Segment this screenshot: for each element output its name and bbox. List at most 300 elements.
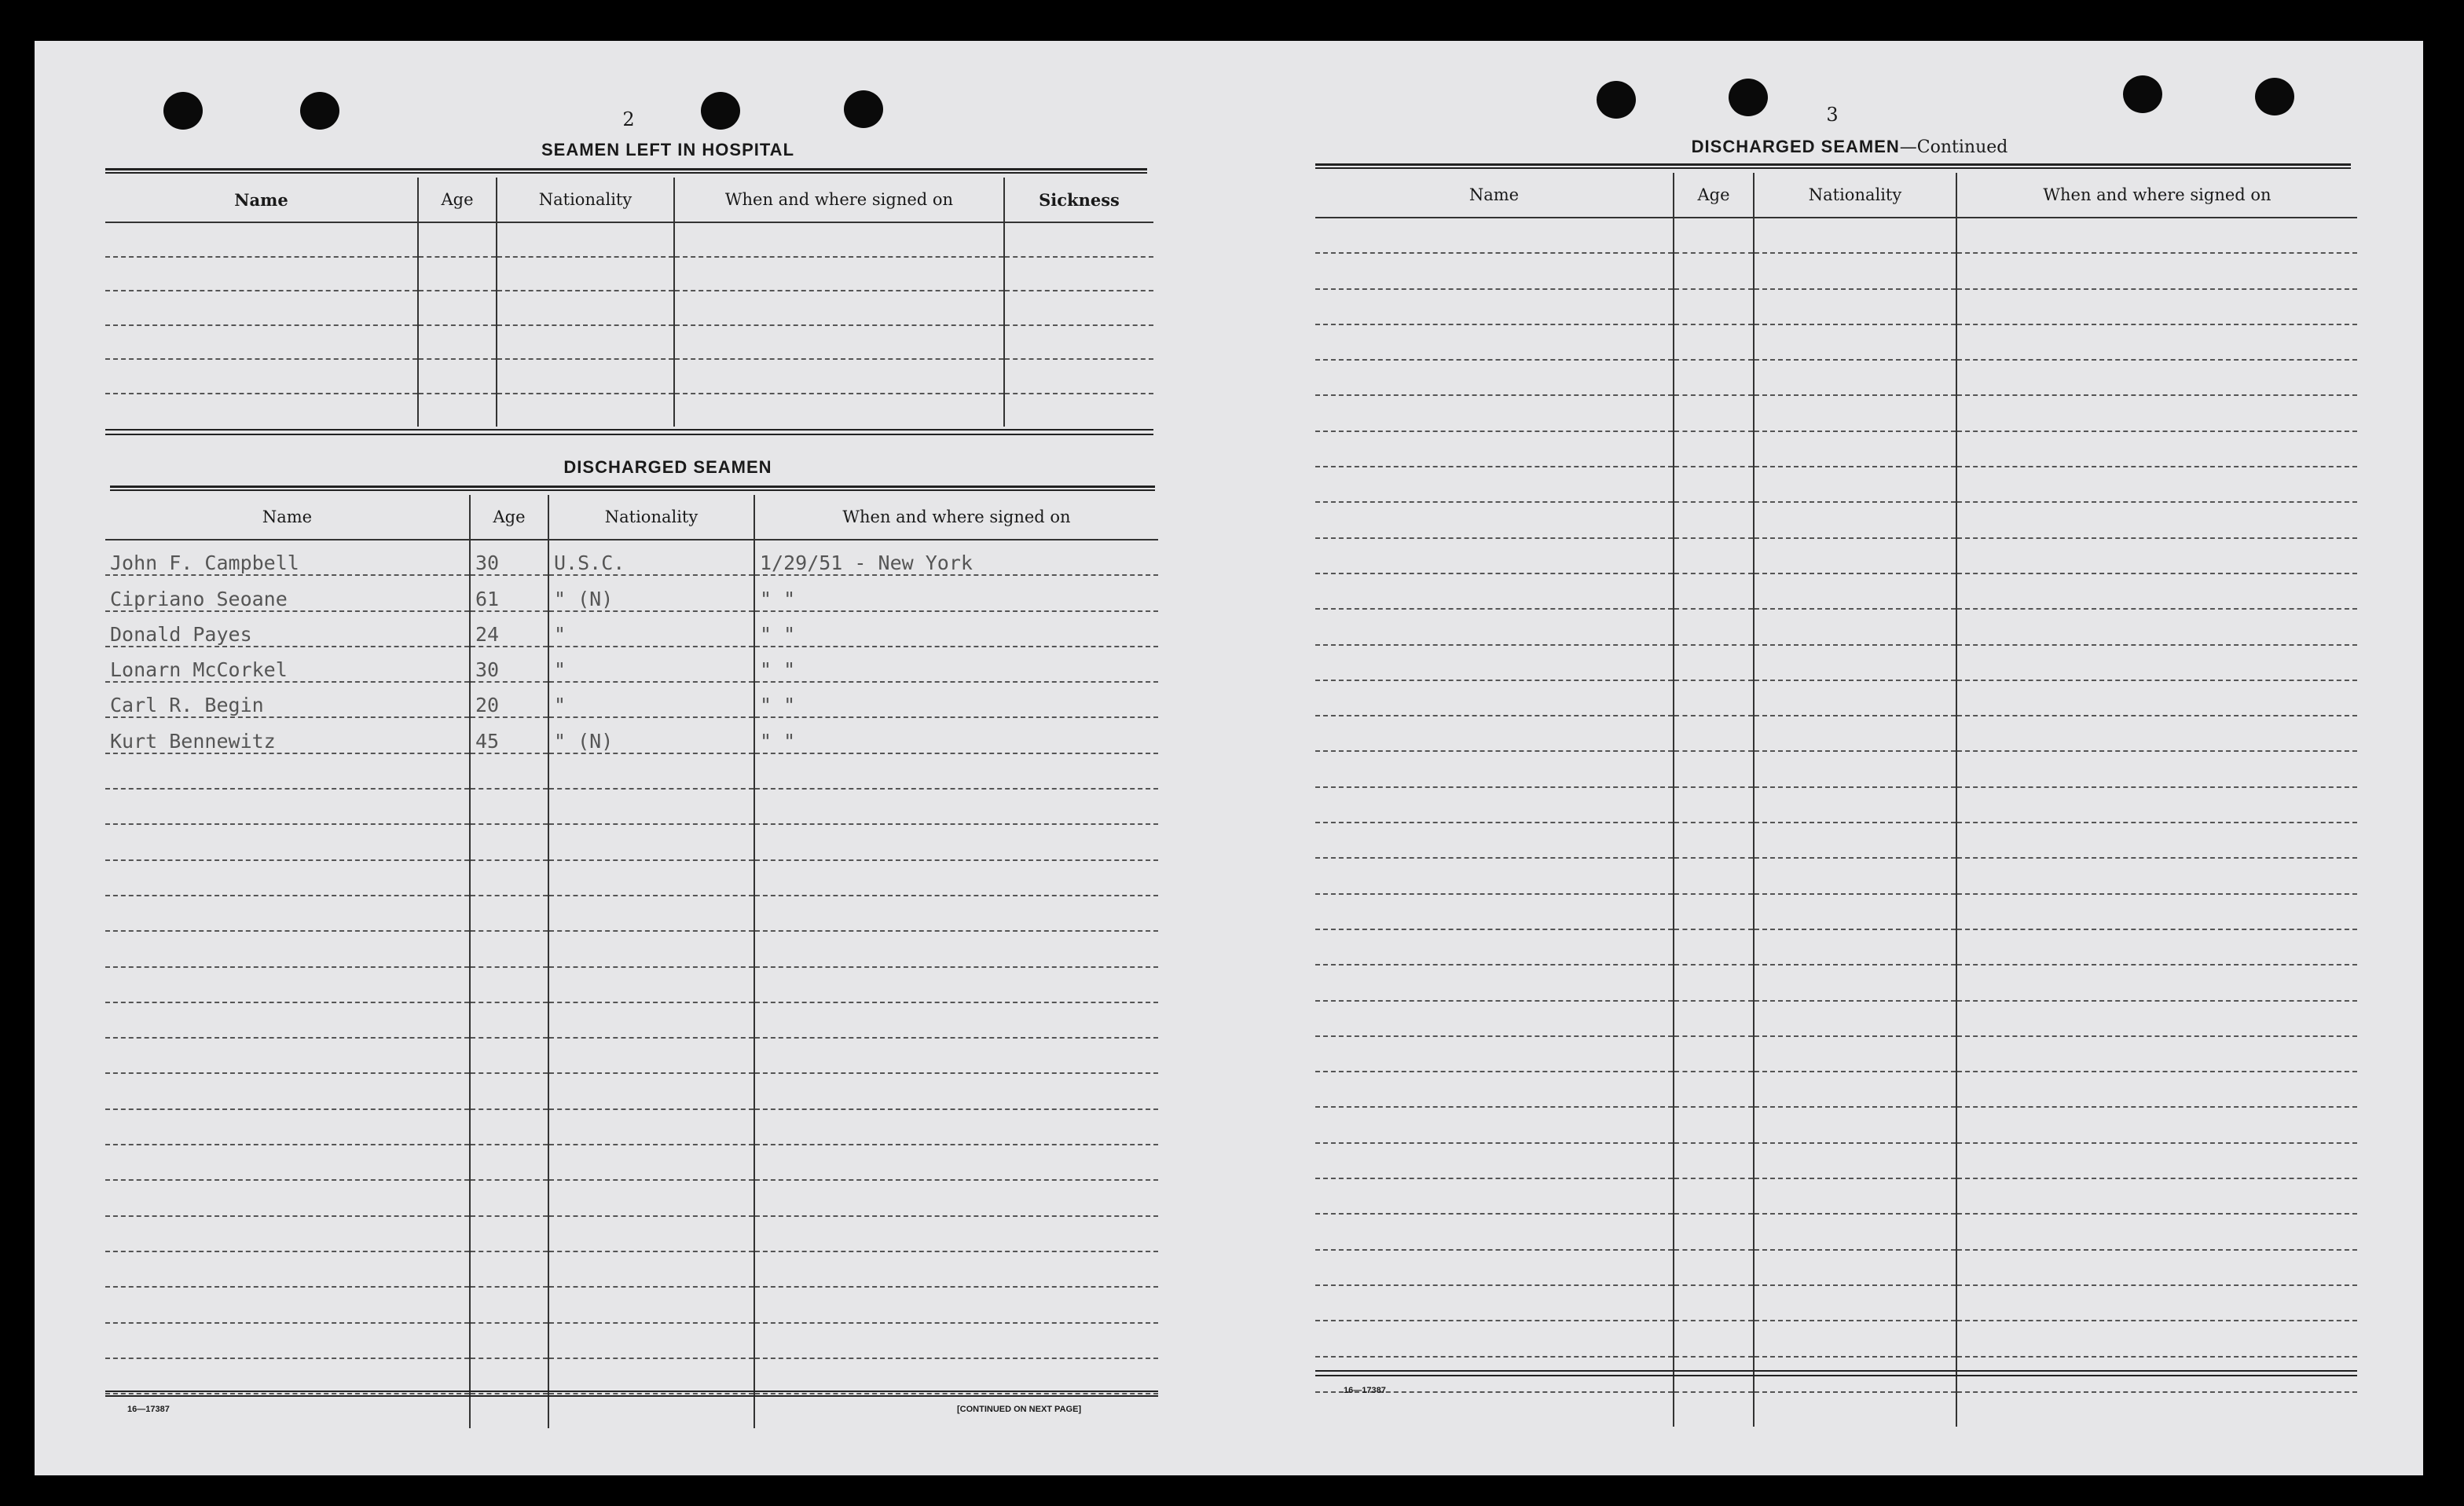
table-cell: Cipriano Seoane xyxy=(105,575,470,610)
continued-note: [CONTINUED ON NEXT PAGE] xyxy=(957,1405,1082,1414)
table-cell xyxy=(1956,751,2357,786)
table-cell xyxy=(105,931,470,966)
punch-hole xyxy=(844,90,883,128)
table-cell xyxy=(1004,291,1153,325)
table-row xyxy=(105,753,1158,789)
table-cell xyxy=(1674,1392,1754,1427)
table-cell xyxy=(105,896,470,931)
table-cell xyxy=(548,931,754,966)
table-cell xyxy=(1754,467,1956,502)
table-cell xyxy=(1956,609,2357,644)
col-header-nationality: Nationality xyxy=(1754,173,1956,218)
table-cell xyxy=(1754,538,1956,573)
table-cell xyxy=(105,1216,470,1251)
table-cell xyxy=(1674,360,1754,395)
col-header-nationality: Nationality xyxy=(548,495,754,540)
table-row xyxy=(105,1358,1158,1394)
table-cell xyxy=(1315,253,1674,288)
table-row xyxy=(1315,395,2357,431)
table-cell xyxy=(1754,1001,1956,1036)
table-cell xyxy=(1674,1321,1754,1356)
col-header-sickness: Sickness xyxy=(1004,178,1153,222)
table-row xyxy=(105,222,1153,257)
table-cell xyxy=(1315,1143,1674,1178)
table-cell xyxy=(1674,894,1754,929)
table-row xyxy=(105,860,1158,896)
table-cell: " xyxy=(548,682,754,717)
table-cell xyxy=(1315,609,1674,644)
form-code-left: 16—17387 xyxy=(127,1405,170,1414)
table-cell xyxy=(1674,1107,1754,1142)
table-cell xyxy=(1754,1250,1956,1285)
discharged-table xyxy=(105,495,1158,1428)
table-cell xyxy=(1754,1072,1956,1107)
table-cell xyxy=(1754,360,1956,395)
table-cell: 30 xyxy=(470,540,548,575)
table-cell xyxy=(1315,716,1674,751)
title-main: DISCHARGED SEAMEN xyxy=(1691,137,1900,156)
table-cell xyxy=(1754,716,1956,751)
table-row xyxy=(105,359,1153,394)
table-cell xyxy=(1754,1107,1956,1142)
table-cell xyxy=(1956,823,2357,858)
table-cell xyxy=(674,394,1004,427)
table-cell xyxy=(1315,360,1674,395)
table-cell xyxy=(418,359,497,394)
table-cell xyxy=(674,257,1004,291)
table-cell xyxy=(1315,1001,1674,1036)
table-cell xyxy=(105,1002,470,1038)
table-cell xyxy=(418,291,497,325)
table-cell xyxy=(470,1394,548,1428)
table-row xyxy=(105,967,1158,1002)
table-row xyxy=(105,394,1153,427)
table-cell: " (N) xyxy=(548,575,754,610)
table-cell xyxy=(105,222,418,257)
divider xyxy=(1315,163,2351,169)
table-row xyxy=(1315,431,2357,467)
table-row xyxy=(105,1216,1158,1251)
table-cell xyxy=(470,1109,548,1145)
table-cell xyxy=(105,824,470,859)
table-cell xyxy=(754,967,1158,1002)
table-cell xyxy=(497,222,674,257)
table-cell xyxy=(1004,222,1153,257)
table-row xyxy=(1315,1001,2357,1036)
table-cell xyxy=(754,1002,1158,1038)
table-cell xyxy=(1315,751,1674,786)
table-cell: 1/29/51 - New York xyxy=(754,540,1158,575)
table-cell xyxy=(1674,289,1754,324)
discharged-continued-title xyxy=(1315,137,2384,157)
table-row xyxy=(1315,716,2357,751)
table-cell xyxy=(1674,929,1754,965)
table-cell xyxy=(1956,253,2357,288)
table-row xyxy=(105,325,1153,360)
table-cell xyxy=(548,1002,754,1038)
table-cell xyxy=(1315,645,1674,680)
table-cell xyxy=(1315,467,1674,502)
table-cell xyxy=(105,1287,470,1322)
table-cell xyxy=(105,1109,470,1145)
table-cell xyxy=(754,896,1158,931)
table-row xyxy=(1315,894,2357,929)
table-cell xyxy=(548,1145,754,1180)
table-row xyxy=(105,896,1158,931)
table-row xyxy=(1315,1392,2357,1427)
table-cell xyxy=(1754,645,1956,680)
page-number-left: 2 xyxy=(622,108,635,130)
table-cell xyxy=(1956,965,2357,1000)
table-cell xyxy=(1754,965,1956,1000)
table-cell xyxy=(418,257,497,291)
table-cell xyxy=(497,291,674,325)
table-cell xyxy=(1674,1072,1754,1107)
table-cell xyxy=(470,967,548,1002)
table-cell xyxy=(105,1323,470,1358)
table-cell xyxy=(754,860,1158,896)
table-cell xyxy=(548,1323,754,1358)
table-cell xyxy=(1754,218,1956,253)
table-cell: Donald Payes xyxy=(105,611,470,647)
table-cell xyxy=(1754,395,1956,431)
table-cell xyxy=(548,789,754,824)
table-cell xyxy=(548,1358,754,1394)
table-row xyxy=(1315,538,2357,573)
col-header-age: Age xyxy=(1674,173,1754,218)
table-cell xyxy=(1315,324,1674,360)
table-cell xyxy=(1315,1392,1674,1427)
table-cell xyxy=(1956,1072,2357,1107)
punch-hole xyxy=(2255,78,2294,115)
table-cell xyxy=(1956,858,2357,893)
table-cell xyxy=(1754,751,1956,786)
table-cell xyxy=(1956,1036,2357,1072)
table-cell xyxy=(1956,1001,2357,1036)
table-cell xyxy=(1956,1143,2357,1178)
table-cell xyxy=(105,1251,470,1287)
table-cell xyxy=(1956,645,2357,680)
form-code-right: 16—17387 xyxy=(1344,1386,1386,1395)
table-cell xyxy=(105,860,470,896)
table-cell xyxy=(1956,431,2357,467)
table-cell xyxy=(1315,395,1674,431)
table-cell xyxy=(1315,680,1674,716)
table-cell xyxy=(754,1216,1158,1251)
table-cell xyxy=(1674,431,1754,467)
table-cell xyxy=(418,222,497,257)
table-cell xyxy=(1315,965,1674,1000)
table-row xyxy=(1315,1107,2357,1142)
ledger-sheet xyxy=(35,41,2423,1475)
table-cell xyxy=(497,359,674,394)
table-cell xyxy=(1315,823,1674,858)
table-row xyxy=(1315,609,2357,644)
table-cell xyxy=(1674,324,1754,360)
table-cell xyxy=(105,753,470,789)
table-cell xyxy=(754,1394,1158,1428)
table-cell xyxy=(1754,289,1956,324)
table-row xyxy=(105,789,1158,824)
table-cell xyxy=(548,1287,754,1322)
table-row xyxy=(105,540,1158,575)
table-cell xyxy=(1315,787,1674,823)
table-cell xyxy=(1674,858,1754,893)
table-cell xyxy=(1315,894,1674,929)
table-row xyxy=(1315,1285,2357,1321)
table-cell xyxy=(1674,502,1754,537)
table-row xyxy=(105,291,1153,325)
punch-hole xyxy=(300,92,339,130)
table-row xyxy=(1315,823,2357,858)
table-cell xyxy=(105,394,418,427)
table-cell xyxy=(470,1073,548,1108)
table-cell xyxy=(1674,680,1754,716)
table-cell xyxy=(470,1251,548,1287)
table-cell xyxy=(1004,325,1153,360)
table-cell: 24 xyxy=(470,611,548,647)
table-cell xyxy=(1674,253,1754,288)
divider xyxy=(105,1391,1158,1397)
table-cell xyxy=(418,394,497,427)
table-row xyxy=(1315,1250,2357,1285)
divider xyxy=(1315,1370,2357,1376)
table-cell xyxy=(548,860,754,896)
table-cell xyxy=(1956,573,2357,609)
col-header-age: Age xyxy=(418,178,497,222)
table-cell xyxy=(1004,394,1153,427)
table-cell xyxy=(470,1145,548,1180)
table-cell xyxy=(1315,929,1674,965)
table-cell xyxy=(754,1180,1158,1215)
table-cell xyxy=(1004,257,1153,291)
table-cell xyxy=(1754,929,1956,965)
table-cell xyxy=(548,896,754,931)
table-cell xyxy=(105,1073,470,1108)
table-row xyxy=(1315,573,2357,609)
table-cell xyxy=(1956,324,2357,360)
table-row xyxy=(1315,218,2357,253)
table-cell xyxy=(754,753,1158,789)
table-cell xyxy=(105,967,470,1002)
table-row xyxy=(1315,289,2357,324)
table-cell xyxy=(497,325,674,360)
table-row xyxy=(105,611,1158,647)
table-cell xyxy=(105,1038,470,1073)
table-cell xyxy=(470,1358,548,1394)
table-cell xyxy=(1956,1321,2357,1356)
table-row xyxy=(105,717,1158,753)
table-cell xyxy=(105,789,470,824)
table-cell: Kurt Bennewitz xyxy=(105,717,470,753)
table-cell xyxy=(1956,538,2357,573)
table-cell: Lonarn McCorkel xyxy=(105,647,470,682)
table-cell xyxy=(470,1180,548,1215)
table-cell: Carl R. Begin xyxy=(105,682,470,717)
table-cell xyxy=(1754,787,1956,823)
table-cell xyxy=(548,824,754,859)
table-cell xyxy=(470,789,548,824)
table-cell xyxy=(1956,218,2357,253)
table-cell xyxy=(1754,1036,1956,1072)
table-cell xyxy=(1315,1214,1674,1249)
table-cell xyxy=(1956,1214,2357,1249)
table-cell xyxy=(754,1287,1158,1322)
table-cell xyxy=(470,1038,548,1073)
punch-hole xyxy=(1729,79,1768,116)
table-row xyxy=(1315,360,2357,395)
table-row xyxy=(105,1002,1158,1038)
table-cell: " " xyxy=(754,611,1158,647)
table-cell xyxy=(1315,1285,1674,1321)
table-row xyxy=(1315,751,2357,786)
table-cell xyxy=(470,1287,548,1322)
page-number-right: 3 xyxy=(1826,104,1839,126)
col-header-signed-on: When and where signed on xyxy=(1956,173,2357,218)
table-cell xyxy=(1674,716,1754,751)
col-header-signed-on: When and where signed on xyxy=(754,495,1158,540)
table-row xyxy=(1315,680,2357,716)
table-cell xyxy=(497,257,674,291)
col-header-nationality: Nationality xyxy=(497,178,674,222)
table-cell xyxy=(1674,218,1754,253)
table-row xyxy=(105,1180,1158,1215)
table-cell xyxy=(105,1358,470,1394)
table-cell: " " xyxy=(754,682,1158,717)
table-cell xyxy=(1956,289,2357,324)
table-row xyxy=(105,1323,1158,1358)
col-header-name: Name xyxy=(105,178,418,222)
col-header-name: Name xyxy=(105,495,470,540)
table-cell xyxy=(1004,359,1153,394)
col-header-age: Age xyxy=(470,495,548,540)
table-cell xyxy=(754,824,1158,859)
table-cell xyxy=(1674,1214,1754,1249)
table-cell xyxy=(674,359,1004,394)
divider xyxy=(110,486,1155,491)
table-cell xyxy=(754,1073,1158,1108)
table-row xyxy=(1315,645,2357,680)
col-header-signed-on: When and where signed on xyxy=(674,178,1004,222)
table-cell: John F. Campbell xyxy=(105,540,470,575)
table-row xyxy=(1315,502,2357,537)
table-row xyxy=(105,1109,1158,1145)
punch-hole xyxy=(163,92,203,130)
table-cell xyxy=(470,860,548,896)
table-cell xyxy=(470,931,548,966)
table-cell xyxy=(1315,573,1674,609)
table-row xyxy=(105,1038,1158,1073)
table-cell xyxy=(1754,894,1956,929)
table-cell: " " xyxy=(754,717,1158,753)
table-cell xyxy=(548,967,754,1002)
table-cell xyxy=(1754,253,1956,288)
table-cell xyxy=(1956,894,2357,929)
table-cell xyxy=(548,1038,754,1073)
table-cell xyxy=(1674,1285,1754,1321)
table-cell: " xyxy=(548,611,754,647)
table-cell xyxy=(1315,1036,1674,1072)
table-cell xyxy=(754,1358,1158,1394)
table-cell xyxy=(754,1145,1158,1180)
table-cell xyxy=(1674,395,1754,431)
table-cell xyxy=(1315,1072,1674,1107)
punch-hole xyxy=(1597,81,1636,119)
table-row xyxy=(1315,1214,2357,1249)
table-row xyxy=(105,1073,1158,1108)
table-cell xyxy=(1674,1143,1754,1178)
table-cell xyxy=(1674,965,1754,1000)
table-row xyxy=(1315,1178,2357,1214)
table-cell xyxy=(470,1002,548,1038)
table-cell xyxy=(1674,751,1754,786)
table-cell xyxy=(1956,1107,2357,1142)
table-cell xyxy=(1956,716,2357,751)
table-cell xyxy=(1315,1250,1674,1285)
table-cell xyxy=(105,257,418,291)
table-cell xyxy=(470,1323,548,1358)
table-row xyxy=(1315,929,2357,965)
table-row xyxy=(105,1287,1158,1322)
table-cell xyxy=(1315,502,1674,537)
table-cell xyxy=(754,1038,1158,1073)
table-cell xyxy=(1956,1178,2357,1214)
table-cell xyxy=(754,1323,1158,1358)
table-cell xyxy=(470,824,548,859)
table-cell xyxy=(105,291,418,325)
table-cell xyxy=(1315,538,1674,573)
table-cell xyxy=(1754,1321,1956,1356)
table-cell: 45 xyxy=(470,717,548,753)
punch-hole xyxy=(701,92,740,130)
discharged-continued-table xyxy=(1315,173,2357,1427)
table-cell xyxy=(1956,1250,2357,1285)
table-cell xyxy=(1315,1321,1674,1356)
col-header-name: Name xyxy=(1315,173,1674,218)
table-cell xyxy=(1754,431,1956,467)
table-cell: " xyxy=(548,647,754,682)
table-cell: 20 xyxy=(470,682,548,717)
table-cell xyxy=(1315,431,1674,467)
table-cell xyxy=(497,394,674,427)
table-cell xyxy=(1754,1392,1956,1427)
table-cell xyxy=(754,1109,1158,1145)
table-cell xyxy=(1674,1250,1754,1285)
table-cell xyxy=(418,325,497,360)
table-cell xyxy=(1674,538,1754,573)
table-row xyxy=(1315,253,2357,288)
table-row xyxy=(1315,1143,2357,1178)
table-row xyxy=(105,824,1158,859)
table-cell xyxy=(1754,1143,1956,1178)
table-cell xyxy=(1674,609,1754,644)
table-cell xyxy=(105,1145,470,1180)
table-cell xyxy=(1754,1285,1956,1321)
table-cell: " " xyxy=(754,575,1158,610)
table-cell xyxy=(1956,680,2357,716)
table-row xyxy=(105,931,1158,966)
table-cell xyxy=(1315,858,1674,893)
table-row xyxy=(105,257,1153,291)
table-cell xyxy=(548,1394,754,1428)
table-cell xyxy=(1315,218,1674,253)
table-cell: " " xyxy=(754,647,1158,682)
table-row xyxy=(105,682,1158,717)
table-cell xyxy=(548,1251,754,1287)
table-row xyxy=(1315,467,2357,502)
table-cell xyxy=(1754,680,1956,716)
divider xyxy=(105,429,1153,435)
